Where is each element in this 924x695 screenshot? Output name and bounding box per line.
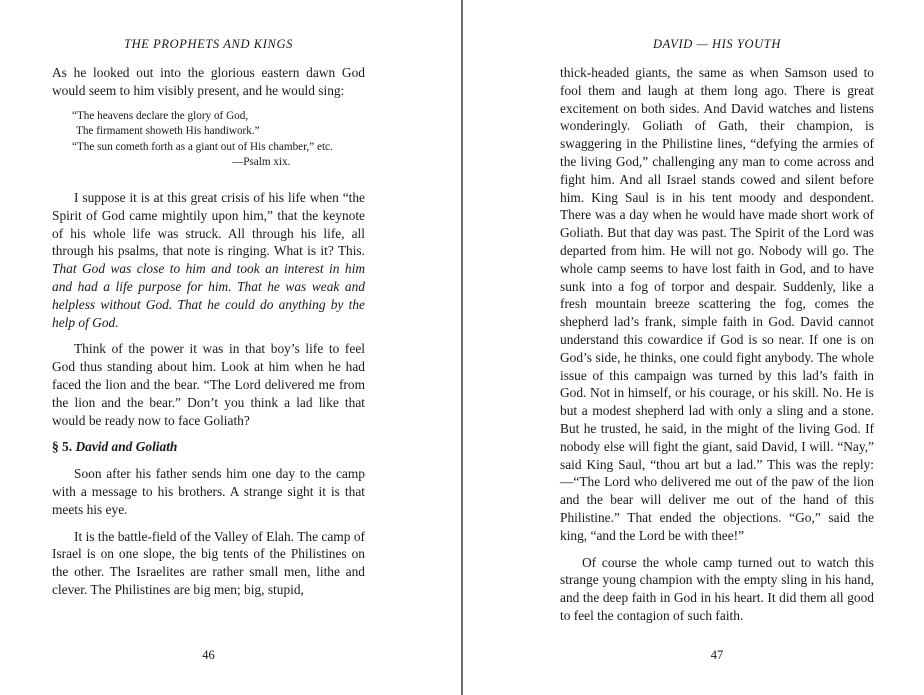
- right-paragraph-1: thick-headed giants, the same as when Samson used to fool them and laugh at them long ago. There is great excitement on both sides. And David watches and listens wonderingly. Goliath of Gath, their champion, is swaggering in the Philistine lines, “defying the armies of the living God,” challenging any man to come across and fight him. And all Israel stands cowed and silent before him. King Saul is in his tent moody and despondent. There was a day when he would have made short work of Goliath. But that day was past. The Spirit of the Lord was departed from him. He will not go. Nobody will go. The whole camp seems to have lost faith in God, and to have sunk into a fog of torpor and despair. Suddenly, like a fresh mountain breeze scattering the fog, comes the shepherd lad’s frank, simple faith in God. David cannot understand this cowardice if God is so near. If one is on God’s side, he thinks, one could fight anybody. The whole issue of this campaign was turned by this lad’s faith in God. Not in himself, or his courage, or his skill. No. He is but a modest shepherd lad with only a sling and a stone. But he trusted, he said, in the might of the living God. If nobody else will fight the giant, said David, I will. “Nay,” said King Saul, “thou art but a lad.” This was the reply:—“The Lord who delivered me out of the paw of the lion and the bear will deliver me out of the hand of this Philistine.” That ended the objections. “Go,” said the king, “and the Lord be with thee!”: [560, 65, 874, 543]
- right-paragraph-2: Of course the whole camp turned out to watch this strange young champion with the empty sling in his hand, and the deep faith in God in his heart. It did them all good to feel the contagion of such faith.: [560, 554, 874, 623]
- section-number: § 5.: [52, 439, 73, 455]
- right-page: [560, 0, 874, 695]
- quote-line-3: “The sun cometh forth as a giant out of His chamber,” etc.: [72, 140, 333, 153]
- left-paragraph-3: Think of the power it was in that boy’s life to feel God thus standing about him. Look at him when he had faced the lion and the bear. “The Lord delivered me from the lion and the bear.” Don’t you think a lad like that would be ready now to face Goliath?: [52, 341, 365, 428]
- section-title: David and Goliath: [75, 439, 178, 455]
- left-paragraph-2: [52, 189, 365, 331]
- left-paragraph-2-text: I suppose it is at this great crisis of his life when “the Spirit of God came mightily upon him,” that the keynote of his whole life was struck. All through his life, all through his psalms, that note is ringing. What is it? This.: [52, 189, 365, 259]
- left-paragraph-1: As he looked out into the glorious eastern dawn God would seem to him visibly present, and he would sing:: [52, 65, 365, 98]
- left-page-number: 46: [202, 648, 215, 662]
- left-page-text: [52, 64, 365, 608]
- left-running-head: THE PROPHETS AND KINGS: [124, 37, 293, 51]
- quote-line-2: The firmament showeth His handiwork.”: [76, 125, 260, 138]
- right-page-text: [560, 64, 874, 634]
- quote-citation: —Psalm xix.: [232, 156, 291, 169]
- psalm-quote: [72, 109, 365, 171]
- left-paragraph-2-emphasis: That God was close to him and took an interest in him and had a life purpose for him. That he was weak and helpless without God. That he could do anything by the help of God.: [52, 261, 365, 330]
- section-heading: [52, 438, 365, 456]
- left-page: [52, 0, 365, 695]
- left-paragraph-4: Soon after his father sends him one day to the camp with a message to his brothers. A strange sight it is that meets his eye.: [52, 466, 365, 517]
- book-gutter: [461, 0, 463, 695]
- quote-line-1: “The heavens declare the glory of God,: [72, 109, 249, 122]
- left-paragraph-5: It is the battle-field of the Valley of Elah. The camp of Israel is on one slope, the big tents of the Philistines on the other. The Israelites are rather small men, lithe and clever. The Philistines are big men; big, stupid,: [52, 528, 365, 597]
- right-running-head: DAVID — HIS YOUTH: [653, 37, 781, 51]
- right-page-number: 47: [710, 648, 724, 662]
